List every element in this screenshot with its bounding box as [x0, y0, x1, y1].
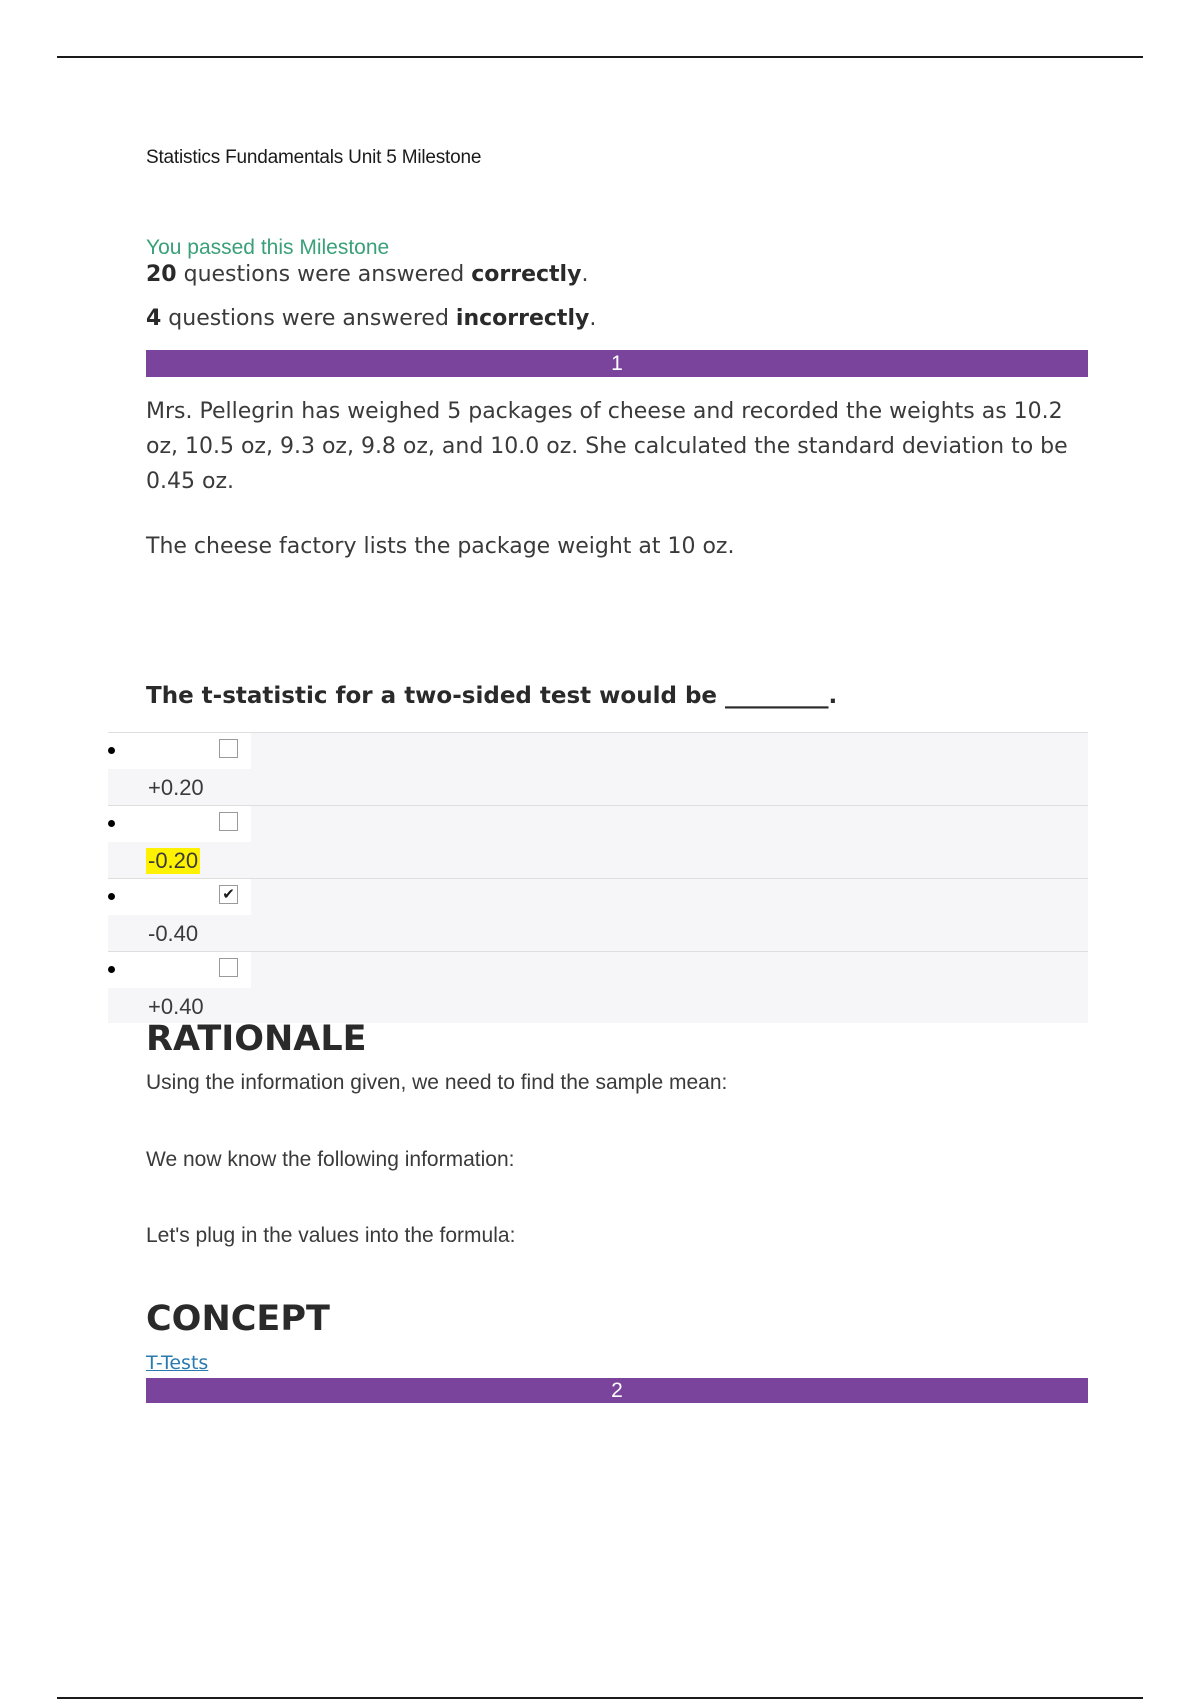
incorrect-period: . [589, 306, 597, 331]
question-number-bar: 2 [146, 1378, 1088, 1403]
rationale-text: Let's plug in the values into the formula: [146, 1224, 516, 1247]
correct-text: questions were answered [176, 262, 472, 287]
concept-heading: CONCEPT [146, 1299, 330, 1339]
option-checkbox[interactable] [219, 958, 238, 977]
option-checkbox-checked[interactable]: ✔ [219, 885, 238, 904]
answer-option[interactable] [108, 732, 1088, 805]
top-rule [57, 56, 1143, 58]
bullet-icon [108, 893, 115, 900]
incorrect-count-line [146, 306, 596, 331]
bullet-icon [108, 747, 115, 754]
bullet-icon [108, 966, 115, 973]
incorrect-count: 4 [146, 306, 162, 331]
answer-option[interactable] [108, 878, 1088, 951]
option-label: +0.40 [148, 994, 204, 1019]
concept-link[interactable]: T-Tests [146, 1352, 209, 1374]
option-checkbox[interactable] [219, 739, 238, 758]
incorrect-text: questions were answered [161, 306, 456, 331]
option-checkbox[interactable] [219, 812, 238, 831]
option-label-highlighted: -0.20 [148, 848, 199, 873]
bullet-icon [108, 820, 115, 827]
question-number-bar: 1 [146, 350, 1088, 377]
correct-word: correctly [471, 262, 582, 287]
correct-count-line [146, 262, 588, 287]
rationale-heading: RATIONALE [146, 1019, 367, 1059]
answer-option[interactable] [108, 805, 1088, 878]
option-label: +0.20 [148, 775, 204, 800]
bottom-rule [57, 1697, 1143, 1699]
document-title: Statistics Fundamentals Unit 5 Milestone [146, 147, 482, 168]
question-paragraph: The cheese factory lists the package weight at 10 oz. [146, 534, 735, 559]
answer-option[interactable] [108, 951, 1088, 1023]
rationale-text: Using the information given, we need to find the sample mean: [146, 1071, 728, 1094]
incorrect-word: incorrectly [455, 306, 590, 331]
correct-period: . [581, 262, 589, 287]
passed-status: You passed this Milestone [146, 236, 390, 259]
rationale-text: We now know the following information: [146, 1148, 515, 1171]
question-prompt: The t-statistic for a two-sided test would be _________. [146, 683, 838, 709]
question-paragraph: Mrs. Pellegrin has weighed 5 packages of cheese and recorded the weights as 10.2 oz, 10.5 oz, 9.3 oz, 9.8 oz, and 10.0 oz. She calculated the standard deviation to be 0.45 oz. [146, 399, 1068, 494]
correct-count: 20 [146, 262, 177, 287]
option-label: -0.40 [148, 921, 199, 946]
answer-options [108, 732, 1088, 1023]
